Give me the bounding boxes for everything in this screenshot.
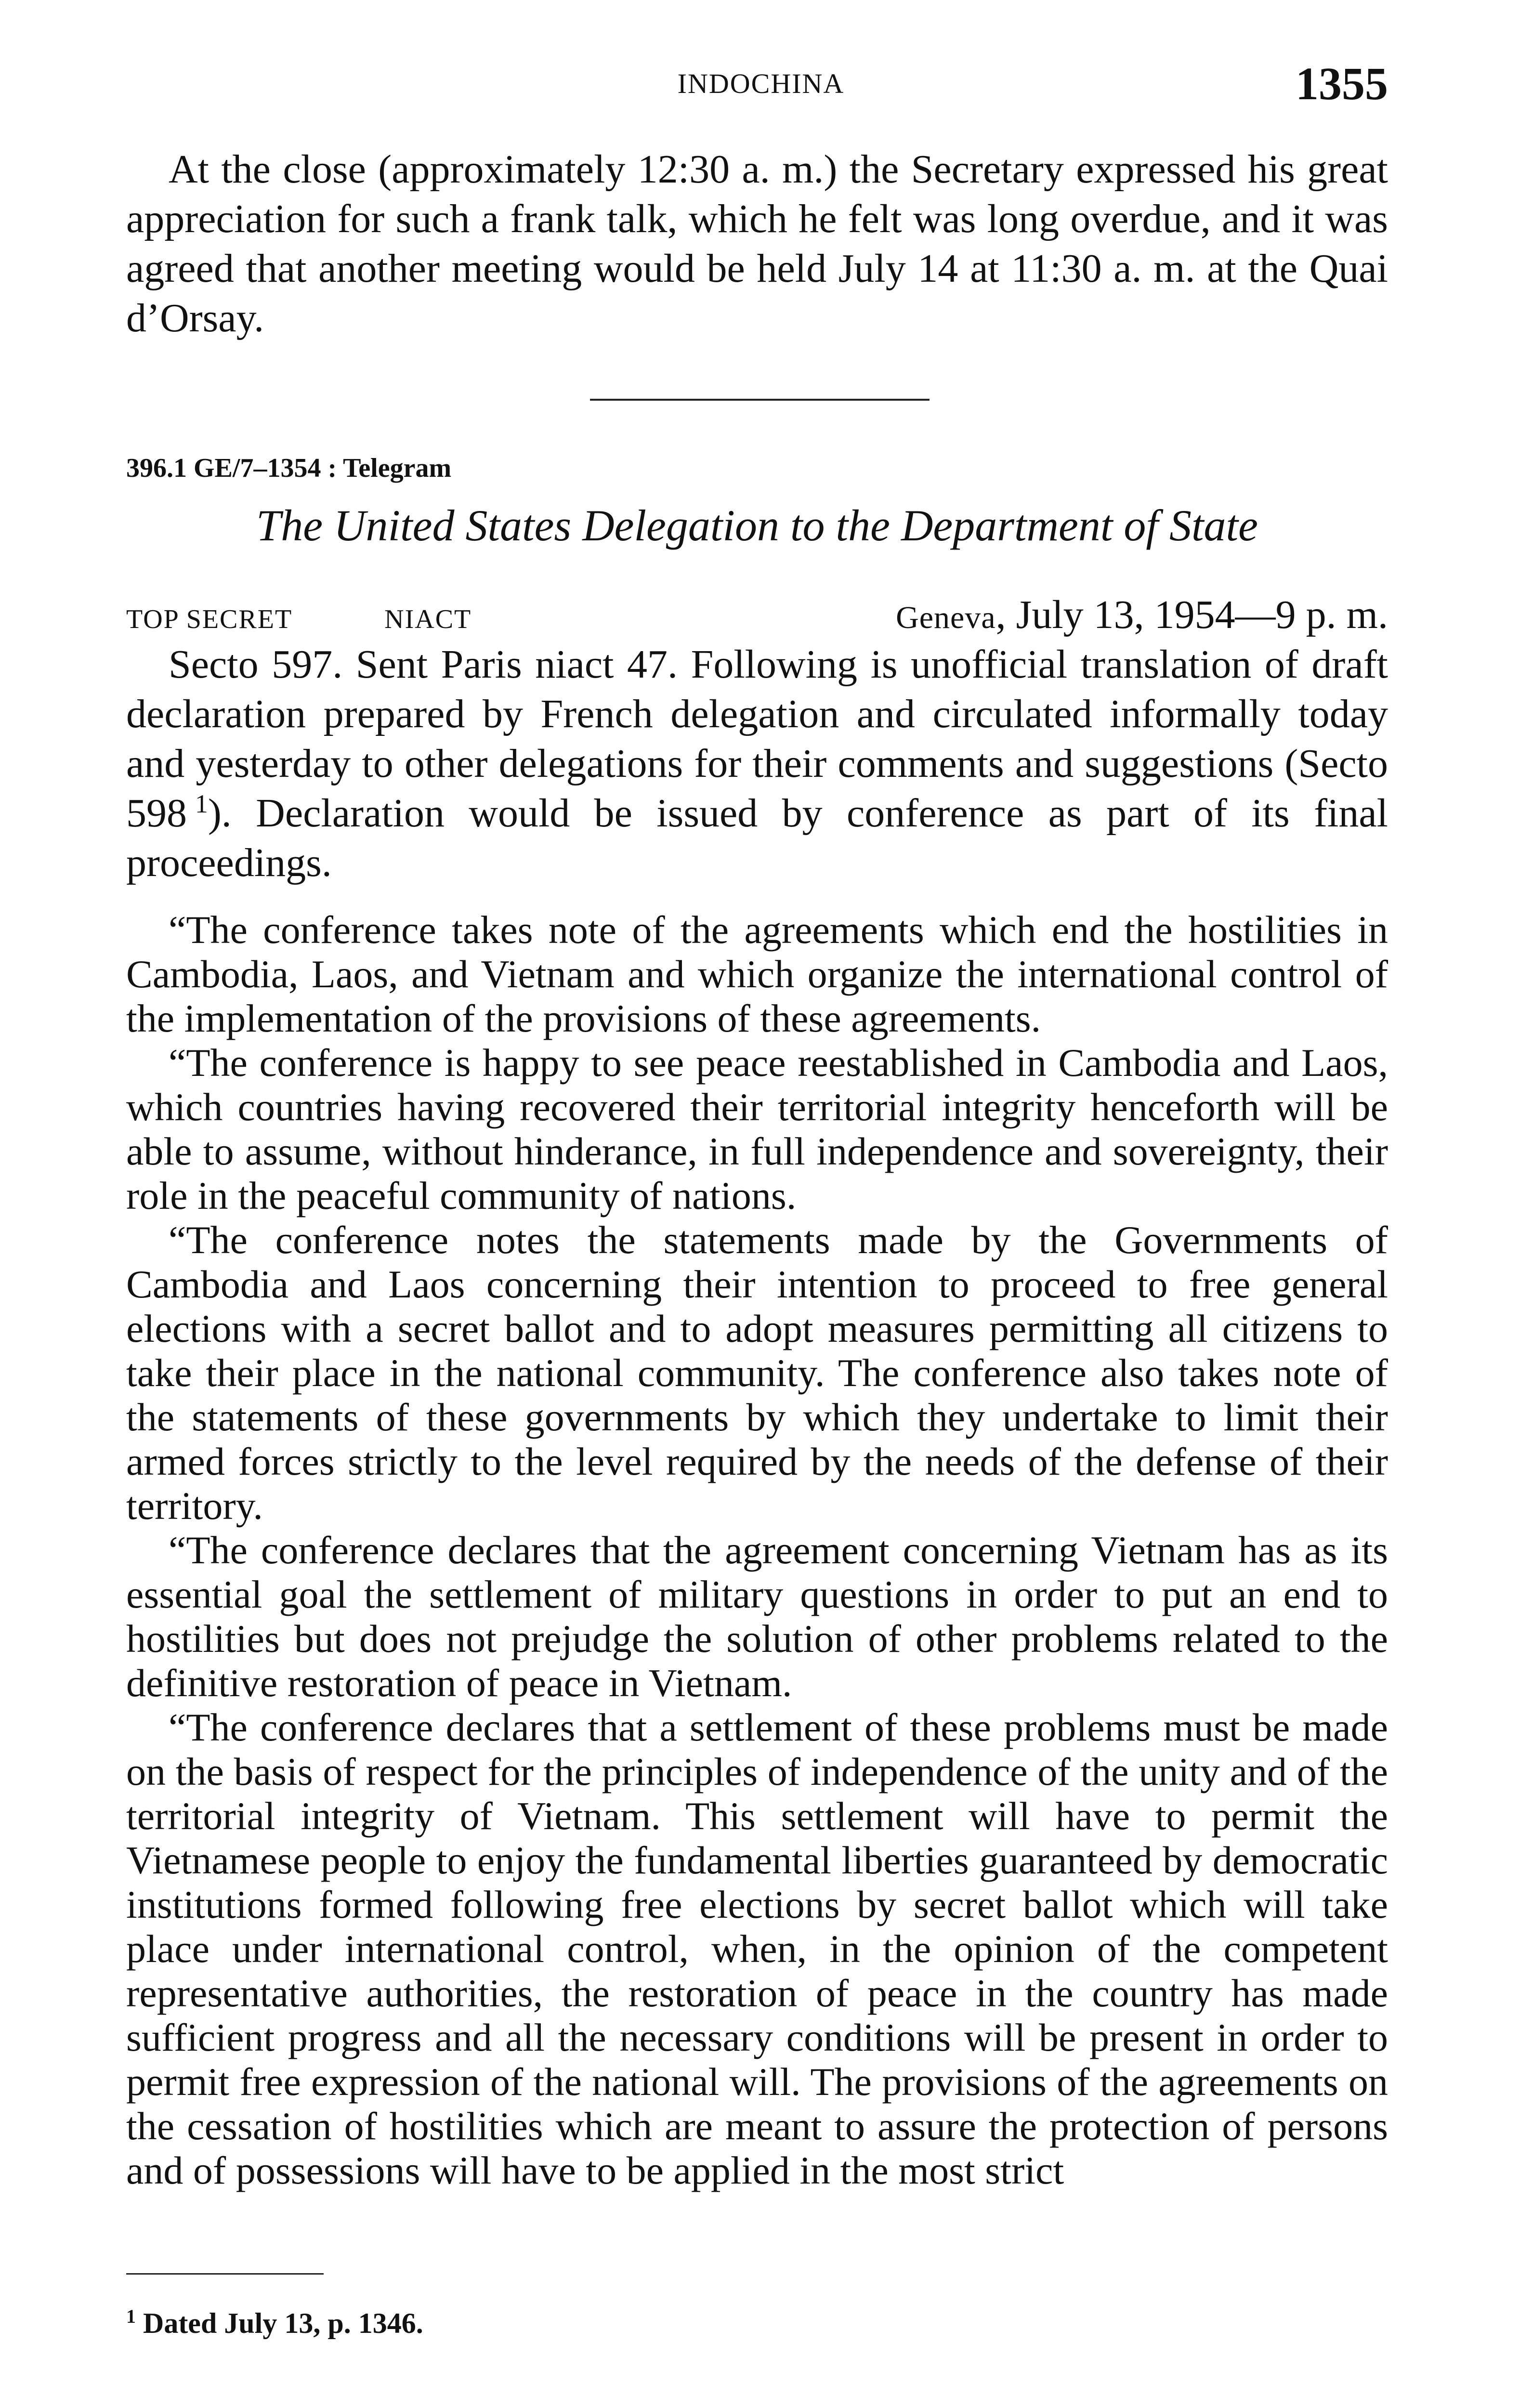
file-reference: 396.1 GE/7–1354 : Telegram <box>126 453 452 483</box>
declaration-paragraph: “The conference takes note of the agreements which end the hostilities in Cambodia, Laos, and Vietnam and which organize the international control of the implementation of the provisions of these agreements. <box>126 908 1388 1040</box>
opening-text-continued: ). Declaration would be issued by conference as part of its final proceedings. <box>126 791 1388 885</box>
document-date: July 13, 1954—9 p. m. <box>1016 592 1388 637</box>
opening-paragraph-block <box>126 640 1388 888</box>
footnote-text: Dated July 13, p. 1346. <box>143 2307 423 2339</box>
footnote-reference: 1 <box>195 789 208 818</box>
footnote <box>126 2307 423 2340</box>
declaration-paragraph: “The conference is happy to see peace reestablished in Cambodia and Laos, which countries having recovered their territorial integrity henceforth will be able to assume, without hinderance, in full independence and sovereignty, their role in the peaceful community of nations. <box>126 1041 1388 1217</box>
opening-text: Secto 597. Sent Paris niact 47. Following is unofficial translation of draft declaration prepared by French delegation and circulated informally today and yesterday to other delegations for their comments and suggestions (Secto 598 <box>126 642 1388 836</box>
page-number: 1355 <box>1296 58 1388 109</box>
footnote-separator <box>126 2273 324 2275</box>
declaration-paragraph: “The conference declares that a settlement of these problems must be made on the basis of respect for the principles of independence of the unity and of the territorial integrity of Vietnam. This settlement will have to permit the Vietnamese people to enjoy the fundamental liberties guaranteed by democratic institutions formed following free elections by secret ballot which will take place under international control, when, in the opinion of the competent representative authorities, the restoration of peace in the country has made sufficient progress and all the necessary conditions will be present in order to permit free expression of the national will. The provisions of the agreements on the cessation of hostilities which are meant to assure the protection of persons and of possessions will have to be applied in the most strict <box>126 1705 1388 2192</box>
opening-paragraph <box>126 640 1388 888</box>
intro-paragraph: At the close (approximately 12:30 a. m.) the Secretary expressed his great appreciation for such a frank talk, which he felt was long overdue, and it was agreed that another meeting would be held July 14 at 11:30 a. m. at the Quai d’Orsay. <box>126 147 1388 340</box>
intro-paragraph-block <box>126 144 1388 343</box>
place-name: Geneva <box>896 600 996 635</box>
document-meta-row <box>126 590 1388 644</box>
footnote-marker: 1 <box>126 2305 136 2327</box>
classification-label: TOP SECRET <box>126 604 293 634</box>
declaration-paragraph: “The conference notes the statements made by the Governments of Cambodia and Laos concerning their intention to proceed to free general elections with a secret ballot and to adopt measures permitting all citizens to take their place in the national community. The conference also takes note of the statements of these governments by which they undertake to limit their armed forces strictly to the level required by the needs of the defense of their territory. <box>126 1218 1388 1528</box>
declaration-paragraph: “The conference declares that the agreement concerning Vietnam has as its essential goal the settlement of military questions in order to put an end to hostilities but does not prejudge the solution of other problems related to the definitive restoration of peace in Vietnam. <box>126 1528 1388 1705</box>
place-date: Geneva, July 13, 1954—9 p. m. <box>896 592 1388 637</box>
section-separator <box>590 399 930 401</box>
precedence-label: NIACT <box>384 604 472 634</box>
running-header-title: INDOCHINA <box>677 68 845 99</box>
document-title: The United States Delegation to the Department of State <box>256 501 1258 550</box>
declaration-text <box>126 908 1388 2193</box>
